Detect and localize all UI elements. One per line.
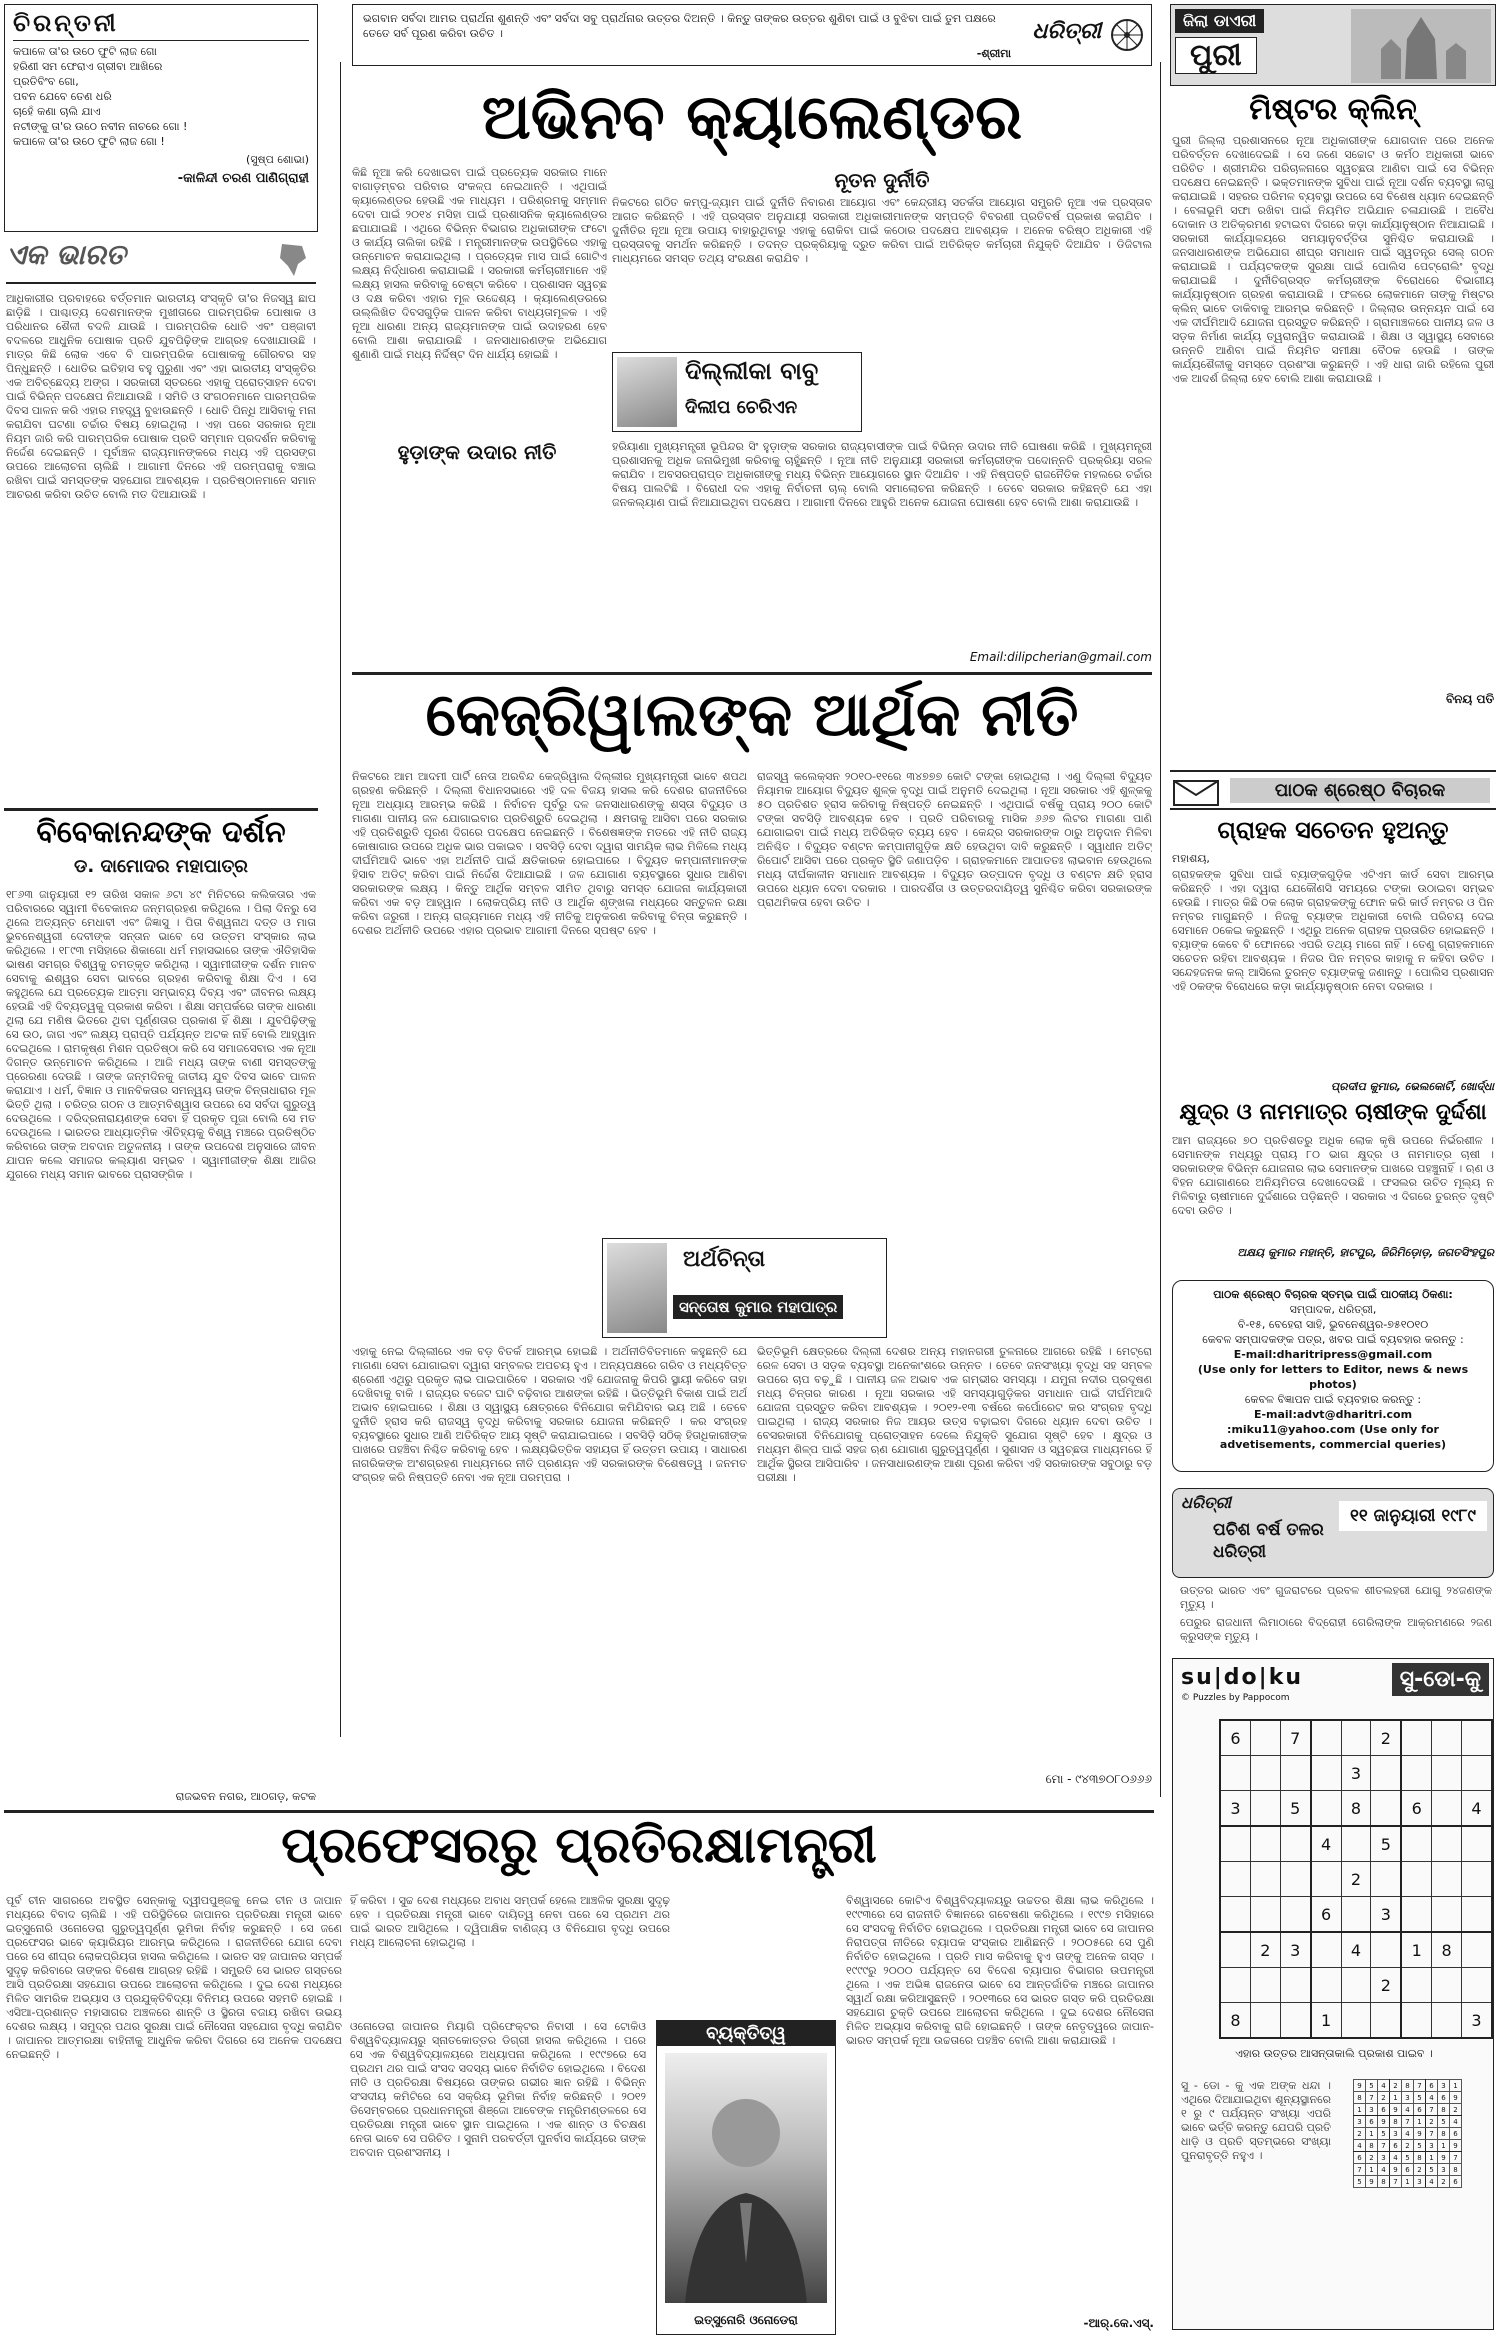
arthachinta-box — [602, 1238, 887, 1338]
sudoku-cell[interactable] — [1341, 1897, 1371, 1933]
sudoku-cell[interactable] — [1311, 1932, 1341, 1968]
sudoku-solution-cell: 3 — [1354, 2116, 1366, 2128]
sudoku-solution-cell: 6 — [1354, 2152, 1366, 2164]
dilli-babu-title: ଦିଲ୍ଲୀକା ବାବୁ — [685, 357, 819, 385]
professor-col1: ପୂର୍ବ ଚୀନ ସାଗରରେ ଅବସ୍ଥିତ ସେନ୍‌କାକୁ ଦ୍ୱୀପପୁଞ୍ଜକୁ ନେଇ ଚୀନ ଓ ଜାପାନ ମଧ୍ୟରେ ବିବାଦ ଚାଲିଛି । ଏହି ପରିସ୍ଥିତିରେ ଜାପାନର ପ୍ରତିରକ୍ଷା ମନ୍ତ୍ରୀ ଭାବେ ଇତ୍‌ସୁନୋରି ଓନୋଡେରା ଗୁରୁତ୍ୱପୂର୍ଣ୍ଣ ଭୂମିକା ନିର୍ବାହ କରୁଛନ୍ତି । ସେ ଜଣେ ପ୍ରଫେସର ଭାବେ କ୍ୟାରିୟର ଆରମ୍ଭ କରିଥିଲେ । ରାଜନୀତିରେ ଯୋଗ ଦେବା ପରେ ସେ ଶୀଘ୍ର ଲୋକପ୍ରିୟତା ହାସଲ କରିଥିଲେ । ଭାରତ ସହ ଜାପାନର ସମ୍ପର୍କ ସୁଦୃଢ଼ କରିବାରେ ତାଙ୍କର ବିଶେଷ ଆଗ୍ରହ ରହିଛି । ସମ୍ପ୍ରତି ସେ ଭାରତ ଗସ୍ତରେ ଆସି ପ୍ରତିରକ୍ଷା ସହଯୋଗ ଉପରେ ଆଲୋଚନା କରିଥିଲେ । ଦୁଇ ଦେଶ ମଧ୍ୟରେ ମିଳିତ ସାମରିକ ଅଭ୍ୟାସ ଓ ପ୍ରଯୁକ୍ତିବିଦ୍ୟା ବିନିମୟ ଉପରେ ସହମତି ହୋଇଛି । ଏସିଆ-ପ୍ରଶାନ୍ତ ମହାସାଗର ଅଞ୍ଚଳରେ ଶାନ୍ତି ଓ ସ୍ଥିରତା ବଜାୟ ରଖିବା ଉଭୟ ଦେଶର ଲକ୍ଷ୍ୟ । ସମୁଦ୍ର ପଥର ସୁରକ୍ଷା ପାଇଁ ନୌସେନା ସହଯୋଗ ବୃଦ୍ଧି କରାଯିବ । ଜାପାନର ଆତ୍ମରକ୍ଷା ବାହିନୀକୁ ଆଧୁନିକ କରିବା ଦିଗରେ ସେ ଅନେକ ପଦକ୍ଷେପ ନେଇଛନ୍ତି । — [6, 1894, 342, 2061]
sudoku-solution-cell: 3 — [1438, 2080, 1450, 2092]
sudoku-cell[interactable] — [1462, 1826, 1493, 1862]
sudoku-cell[interactable] — [1311, 1791, 1341, 1827]
sudoku-cell[interactable] — [1280, 1826, 1310, 1862]
sudoku-cell[interactable] — [1220, 1932, 1250, 1968]
address-line4: କେବଳ ବିଜ୍ଞାପନ ପାଇଁ ବ୍ୟବହାର କରନ୍ତୁ : — [1244, 1393, 1422, 1406]
sudoku-solution-cell: 6 — [1450, 2128, 1462, 2140]
sudoku-cell[interactable]: 6 — [1401, 1791, 1431, 1827]
sudoku-cell[interactable]: 3 — [1341, 1756, 1371, 1791]
sudoku-cell[interactable] — [1341, 2003, 1371, 2039]
sudoku-solution-cell: 1 — [1366, 2164, 1378, 2176]
advt-email[interactable]: E-mail:advt@dharitri.com — [1253, 1408, 1413, 1421]
sudoku-solution-cell: 9 — [1366, 2176, 1378, 2188]
kejriwal-col4: ଭିତ୍ତିଭୂମି କ୍ଷେତ୍ରରେ ଦିଲ୍ଲୀ ଦେଶର ଅନ୍ୟ ମହାନଗରୀ ତୁଳନାରେ ଆଗରେ ରହିଛି । ମେଟ୍ରୋ ରେଳ ସେବା ଓ ସଡ଼କ ବ୍ୟବସ୍ଥା ଅନେକାଂଶରେ ଉନ୍ନତ । ତେବେ ଜନସଂଖ୍ୟା ବୃଦ୍ଧି ସହ ସମ୍ବଳ ଉପରେ ଚାପ ବଢ଼ୁଛି । ପାନୀୟ ଜଳ ଅଭାବ ଏକ ଗମ୍ଭୀର ସମସ୍ୟା । ଯମୁନା ନଦୀର ପ୍ରଦୂଷଣ ମଧ୍ୟ ଚିନ୍ତାର କାରଣ । ନୂଆ ସରକାର ଏହି ସମସ୍ୟାଗୁଡ଼ିକର ସମାଧାନ ପାଇଁ ଦୀର୍ଘମିଆଦି ଯୋଜନା ପ୍ରସ୍ତୁତ କରିବା ଆବଶ୍ୟକ । ୨୦୧୨-୧୩ ବର୍ଷରେ କର୍ପୋରେଟ କର ସଂଗ୍ରହ ବୃଦ୍ଧି ପାଇଥିଲା । ରାଜ୍ୟ ସରକାର ନିଜ ଆୟର ଉତ୍ସ ବଢ଼ାଇବା ଦିଗରେ ଧ୍ୟାନ ଦେବା ଉଚିତ । ବେସରକାରୀ ବିନିଯୋଗକୁ ପ୍ରୋତ୍ସାହନ ଦେଲେ ନିଯୁକ୍ତି ସୁଯୋଗ ସୃଷ୍ଟି ହେବ । କ୍ଷୁଦ୍ର ଓ ମଧ୍ୟମ ଶିଳ୍ପ ପାଇଁ ସହଜ ଋଣ ଯୋଗାଣ ଗୁରୁତ୍ୱପୂର୍ଣ୍ଣ । ସୁଶାସନ ଓ ସ୍ୱଚ୍ଛତା ମାଧ୍ୟମରେ ହିଁ ଆର୍ଥିକ ସ୍ଥିରତା ଆସିପାରିବ । ଜନସାଧାରଣଙ୍କ ଆଶା ପୂରଣ କରିବା ଏହି ସରକାରଙ୍କ ସବୁଠାରୁ ବଡ଼ ପରୀକ୍ଷା । — [757, 1345, 1152, 1484]
sudoku-solution-cell: 8 — [1450, 2164, 1462, 2176]
sudoku-solution-cell: 2 — [1402, 2140, 1414, 2152]
sudoku-cell[interactable] — [1432, 1897, 1462, 1933]
kejriwal-col3: ଏହାକୁ ନେଇ ଦିଲ୍ଲୀରେ ଏକ ବଡ଼ ବିତର୍କ ଆରମ୍ଭ ହୋଇଛି । ଅର୍ଥନୀତିବିତମାନେ କହୁଛନ୍ତି ଯେ ମାଗଣା ସେବା ଯୋଗାଇବା ଦ୍ୱାରା ସମ୍ବଳର ଅପଚୟ ହୁଏ । ଅନ୍ୟପକ୍ଷରେ ଗରିବ ଓ ମଧ୍ୟବିତ୍ତ ଶ୍ରେଣୀ ଏଥିରୁ ପ୍ରକୃତ ଲାଭ ପାଇପାରିବେ । ସରକାର ଏହି ଯୋଜନାକୁ କିପରି ସ୍ଥାୟୀ କରିବେ ତାହା ଦେଖିବାକୁ ବାକି । ରାଜ୍ୟର ବଜେଟ ଘାଟି ବଢ଼ିବାର ଆଶଙ୍କା ରହିଛି । ଭିତ୍ତିଭୂମି ବିକାଶ ପାଇଁ ଅର୍ଥ ଅଭାବ ହୋଇପାରେ । ଶିକ୍ଷା ଓ ସ୍ୱାସ୍ଥ୍ୟ କ୍ଷେତ୍ରରେ ବିନିଯୋଗ କମିଯିବାର ଭୟ ଅଛି । ତେବେ ଦୁର୍ନୀତି ହ୍ରାସ କରି ରାଜସ୍ୱ ବୃଦ୍ଧି କରିବାକୁ ସରକାର ଯୋଜନା କରିଛନ୍ତି । କର ସଂଗ୍ରହ ବ୍ୟବସ୍ଥାରେ ସୁଧାର ଆଣି ଅତିରିକ୍ତ ଆୟ ସୃଷ୍ଟି କରାଯାଇପାରେ । ସବସିଡ଼ି ସଠିକ୍‌ ହିତାଧିକାରୀଙ୍କ ପାଖରେ ପହଞ୍ଚିବା ନିଶ୍ଚିତ କରିବାକୁ ହେବ । ଲକ୍ଷ୍ୟଭିତ୍ତିକ ସହାୟତା ହିଁ ଉତ୍ତମ ଉପାୟ । ସାଧାରଣ ନାଗରିକଙ୍କ ଅଂଶଗ୍ରହଣ ମାଧ୍ୟମରେ ନୀତି ପ୍ରଣୟନ ଏହି ସରକାରଙ୍କ ବିଶେଷତ୍ୱ । ଜନମତ ସଂଗ୍ରହ କରି ନିଷ୍ପତ୍ତି ନେବା ଏକ ନୂଆ ପରମ୍ପରା । — [352, 1345, 747, 1484]
pachis-barsha-box — [1172, 1488, 1494, 1578]
sudoku-solution-cell: 7 — [1426, 2128, 1438, 2140]
sudoku-cell[interactable] — [1462, 1720, 1493, 1756]
sudoku-solution-cell: 5 — [1402, 2152, 1414, 2164]
ekabharat-body: ଆଧିକାରୀର ପ୍ରବାହରେ ବର୍ତ୍ତମାନ ଭାରତୀୟ ସଂସ୍କୃତି ତା'ର ନିଜସ୍ୱ ଛାପ ଛାଡ଼ିଛି । ପାଶ୍ଚାତ୍ୟ ଦେଶମାନଙ୍କ ମୁଖୀତାରେ ପାରମ୍ପରିକ ପୋଷାକ ଓ ପରିଧାନର ଶୈଳୀ ବଦଳି ଯାଉଛି । ପାରମ୍ପରିକ ଧୋତି ଏବଂ ପଞ୍ଜାବୀ ବଦଳରେ ଆଧୁନିକ ପୋଷାକ ପ୍ରତି ଯୁବପିଢ଼ିଙ୍କ ଆଗ୍ରହ ଦେଖାଯାଉଛି । ମାତ୍ର କିଛି ଲୋକ ଏବେ ବି ପାରମ୍ପରିକ ପୋଷାକକୁ ଗୌରବର ସହ ପିନ୍ଧୁଛନ୍ତି । ଧୋତିର ଇତିହାସ ବହୁ ପୁରୁଣା ଏବଂ ଏହା ଭାରତୀୟ ସଂସ୍କୃତିର ଏକ ଅବିଚ୍ଛେଦ୍ୟ ଅଙ୍ଗ । ସରକାରୀ ସ୍ତରରେ ଏହାକୁ ପ୍ରୋତ୍ସାହନ ଦେବା ପାଇଁ ବିଭିନ୍ନ ପଦକ୍ଷେପ ନିଆଯାଉଛି । ସମିତି ଓ ସଂଗଠନମାନେ ପାରମ୍ପରିକ ଦିବସ ପାଳନ କରି ଏହାର ମହତ୍ତ୍ୱ ବୁଝାଉଛନ୍ତି । ଧୋତି ପିନ୍ଧି ଆସିବାକୁ ମନା କରାଯିବା ଘଟଣା ଚର୍ଚ୍ଚାର ବିଷୟ ହୋଇଥିଲା । ଏହା ପରେ ସରକାର ନୂଆ ନିୟମ ଜାରି କରି ପାରମ୍ପରିକ ପୋଷାକ ପ୍ରତି ସମ୍ମାନ ପ୍ରଦର୍ଶନ କରିବାକୁ ନିର୍ଦ୍ଦେଶ ଦେଇଛନ୍ତି । ପୂର୍ବାଞ୍ଚଳ ରାଜ୍ୟମାନଙ୍କରେ ମଧ୍ୟ ଏହି ପ୍ରସଙ୍ଗ ଉପରେ ଆଲୋଚନା ଚାଲିଛି । ଆଗାମୀ ଦିନରେ ଏହି ପରମ୍ପରାକୁ ବଞ୍ଚାଇ ରଖିବା ପାଇଁ ସମସ୍ତଙ୍କ ସହଯୋଗ ଆବଶ୍ୟକ । ପ୍ରତିଷ୍ଠାନମାନେ ସମାନ ଆଚରଣ କରିବା ଉଚିତ ବୋଲି ମତ ଦିଆଯାଉଛି । — [6, 292, 316, 501]
arthachinta-author: ସନ୍ତୋଷ କୁମାର ମହାପାତ୍ର — [673, 1295, 843, 1319]
sudoku-cell[interactable] — [1250, 1791, 1280, 1827]
onodera-photo — [665, 2053, 827, 2303]
sudoku-solution-cell: 2 — [1414, 2164, 1426, 2176]
vivekananda-address: ରାଜଭବନ ନଗର, ଆଠଗଡ଼, କଟକ — [175, 1790, 316, 1803]
sudoku-cell[interactable] — [1432, 1968, 1462, 2003]
sudoku-cell[interactable] — [1401, 2003, 1431, 2039]
sudoku-solution-cell: 9 — [1450, 2092, 1462, 2104]
sudoku-solution-cell: 3 — [1378, 2152, 1390, 2164]
sudoku-cell[interactable] — [1462, 1862, 1493, 1897]
sudoku-solution-cell: 1 — [1426, 2152, 1438, 2164]
sudoku-cell[interactable] — [1462, 1932, 1493, 1968]
abhinab-headline: ଅଭିନବ କ୍ୟାଲେଣ୍ଡର — [481, 80, 1023, 153]
professor-col2: ହିଁ କରିବା । ସୁଚ୍ଚ ଦେଶ ମଧ୍ୟରେ ଅବାଧ ସମ୍ପର୍କ ହେଲେ ଆଞ୍ଚଳିକ ସୁରକ୍ଷା ସୁଦୃଢ଼ ହେବ । ପ୍ରତିରକ୍ଷା ମନ୍ତ୍ରୀ ଭାବେ ଦାୟିତ୍ୱ ନେବା ପରେ ସେ ପ୍ରଥମ ଥର ପାଇଁ ଭାରତ ଆସିଥିଲେ । ଦ୍ୱିପାକ୍ଷିକ ବାଣିଜ୍ୟ ଓ ବିନିଯୋଗ ବୃଦ୍ଧି ଉପରେ ମଧ୍ୟ ଆଲୋଚନା ହୋଇଥିଲା । — [350, 1894, 670, 1949]
address-heading: ପାଠକ ଶ୍ରେଷ୍ଠ ବିଚାରକ ସ୍ତମ୍ଭ ପାଇଁ ପାଠକୀୟ ଠିକଣା: — [1213, 1288, 1453, 1301]
reader-banner-text: ପାଠକ ଶ୍ରେଷ୍ଠ ବିଚାରକ — [1230, 778, 1490, 803]
sudoku-cell[interactable] — [1280, 2003, 1310, 2039]
sudoku-solution-cell: 1 — [1390, 2092, 1402, 2104]
sudoku-cell[interactable] — [1401, 1826, 1431, 1862]
reader-banner — [1170, 770, 1496, 810]
sudoku-solution-cell: 6 — [1366, 2116, 1378, 2128]
sudoku-solution-cell: 8 — [1414, 2152, 1426, 2164]
quote-text: ଭଗବାନ ସର୍ବଦା ଆମର ପ୍ରାର୍ଥନା ଶୁଣନ୍ତି ଏବଂ ସର୍ବଦା ସବୁ ପ୍ରାର୍ଥନାର ଉତ୍ତର ଦିଅନ୍ତି । କିନ୍ତୁ ତାଙ୍କର ଉତ୍ତର ଶୁଣିବା ପାଇଁ ଓ ବୁଝିବା ପାଇଁ ତୁମ ପକ୍ଷରେ ତେତେ ସର୍ବ ପୂରଣ କରିବା ଉଚିତ । — [363, 12, 996, 40]
sudoku-cell[interactable] — [1432, 1720, 1462, 1756]
sudoku-solution-cell: 4 — [1390, 2152, 1402, 2164]
sudoku-cell[interactable] — [1462, 1968, 1493, 2003]
sudoku-cell[interactable] — [1220, 1897, 1250, 1933]
ekabharat-logo — [6, 238, 316, 284]
sudoku-cell[interactable]: 4 — [1462, 1791, 1493, 1827]
professor-headline: ପ୍ରଫେସରରୁ ପ୍ରତିରକ୍ଷାମନ୍ତ୍ରୀ — [281, 1816, 877, 1874]
sudoku-solution-cell: 2 — [1366, 2152, 1378, 2164]
sudoku-cell[interactable] — [1280, 1756, 1310, 1791]
sudoku-solution-cell: 6 — [1438, 2092, 1450, 2104]
sudoku-solution-cell: 5 — [1426, 2164, 1438, 2176]
sudoku-solution-cell: 7 — [1414, 2080, 1426, 2092]
sudoku-cell[interactable] — [1220, 1826, 1250, 1862]
sudoku-cell[interactable]: 1 — [1311, 2003, 1341, 2039]
sudoku-solution-cell: 7 — [1354, 2164, 1366, 2176]
sudoku-cell[interactable] — [1371, 1862, 1401, 1897]
chirantani-source: (ସୁଷ୍ପ ଶୋଭା) — [246, 153, 309, 166]
sudoku-cell[interactable] — [1280, 1897, 1310, 1933]
sudoku-solution-cell: 8 — [1438, 2104, 1450, 2116]
kejriwal-headline: କେଜ୍‌ରିୱାଲଙ୍କ ଆର୍ଥିକ ନୀତି — [425, 680, 1079, 750]
sudoku-solution-cell: 1 — [1438, 2140, 1450, 2152]
abhinab-col3: ହରିୟାଣା ମୁଖ୍ୟମନ୍ତ୍ରୀ ଭୂପିନ୍ଦର ସିଂ ହୁଡ଼ାଙ୍କ ସରକାର ରାଜ୍ୟବାସୀଙ୍କ ପାଇଁ ବିଭିନ୍ନ ଉଦାର ନୀତି ଘୋଷଣା କରିଛି । ମୁଖ୍ୟମନ୍ତ୍ରୀ ପ୍ରଶାସନକୁ ଅଧିକ ଜନାଭିମୁଖୀ କରିବାକୁ ଚାହୁଁଛନ୍ତି । ନୂଆ ନୀତି ଅନୁଯାୟୀ ସରକାରୀ କର୍ମଚାରୀଙ୍କ ପଦୋନ୍ନତି ପ୍ରକ୍ରିୟା ସରଳ କରାଯିବ । ଅବସରପ୍ରାପ୍ତ ଅଧିକାରୀଙ୍କୁ ମଧ୍ୟ ବିଭିନ୍ନ ଆୟୋଗରେ ସ୍ଥାନ ଦିଆଯିବ । ଏହି ନିଷ୍ପତ୍ତି ରାଜନୈତିକ ମହଲରେ ଚର୍ଚ୍ଚାର ବିଷୟ ପାଲଟିଛି । ବିରୋଧୀ ଦଳ ଏହାକୁ ନିର୍ବାଚନୀ ଚାଲ୍‌ ବୋଲି ସମାଲୋଚନା କରିଛନ୍ତି । ତେବେ ସରକାର କହିଛନ୍ତି ଯେ ଏହା ଜନକଲ୍ୟାଣ ପାଇଁ ନିଆଯାଇଥିବା ପଦକ୍ଷେପ । ଆଗାମୀ ଦିନରେ ଆହୁରି ଅନେକ ଯୋଜନା ଘୋଷଣା ହେବ ବୋଲି ଆଶା କରାଯାଉଛି । — [612, 440, 1152, 509]
sudoku-solution-cell: 4 — [1378, 2080, 1390, 2092]
address-line1: ସମ୍ପାଦକ, ଧରିତ୍ରୀ, — [1289, 1303, 1377, 1316]
sudoku-cell[interactable]: 8 — [1341, 1791, 1371, 1827]
sudoku-cell[interactable] — [1250, 1968, 1280, 2003]
abhinab-email: Email:dilipcherian@gmail.com — [969, 650, 1152, 664]
sudoku-cell[interactable]: 8 — [1220, 2003, 1250, 2039]
sudoku-cell[interactable] — [1401, 1968, 1431, 2003]
pachis-barsha-logo: ଧରିତ୍ରୀ — [1181, 1493, 1231, 1512]
columnist-photo — [617, 357, 677, 427]
sudoku-cell[interactable]: 6 — [1220, 1720, 1250, 1756]
vivekananda-headline: ବିବେକାନନ୍ଦଙ୍କ ଦର୍ଶନ — [4, 808, 318, 850]
letter1-salutation: ମହାଶୟ, — [1172, 852, 1210, 865]
sudoku-cell[interactable] — [1432, 2003, 1462, 2039]
sudoku-solution-cell: 3 — [1438, 2164, 1450, 2176]
sudoku-solution-cell: 5 — [1438, 2116, 1450, 2128]
sudoku-solution-cell: 4 — [1402, 2128, 1414, 2140]
abhinab-subhead1: ନୂତନ ଦୁର୍ନୀତି — [834, 168, 930, 192]
sudoku-solution-cell: 7 — [1378, 2140, 1390, 2152]
sudoku-cell[interactable] — [1462, 1756, 1493, 1791]
sudoku-solution-cell: 3 — [1402, 2092, 1414, 2104]
sudoku-cell[interactable] — [1401, 1897, 1431, 1933]
sudoku-box — [1172, 1658, 1494, 2330]
sudoku-solution-cell: 3 — [1426, 2140, 1438, 2152]
sudoku-cell[interactable]: 8 — [1432, 1932, 1462, 1968]
pachis-barsha-date: ୧୧ ଜାନୁୟାରୀ ୧୯୮୯ — [1339, 1501, 1487, 1531]
sudoku-cell[interactable] — [1462, 1897, 1493, 1933]
sudoku-solution-cell: 7 — [1390, 2176, 1402, 2188]
sudoku-cell[interactable] — [1250, 1756, 1280, 1791]
editor-email[interactable]: E-mail:dharitripress@gmail.com — [1233, 1348, 1433, 1361]
sudoku-logo: su|do|ku — [1181, 1665, 1303, 1690]
chirantani-author: -କାଳିନ୍ଦୀ ଚରଣ ପାଣିଗ୍ରାହୀ — [177, 171, 309, 186]
sudoku-cell[interactable]: 3 — [1220, 1791, 1250, 1827]
sudoku-cell[interactable] — [1401, 1862, 1431, 1897]
sudoku-cell[interactable]: 2 — [1341, 1862, 1371, 1897]
sudoku-cell[interactable]: 6 — [1311, 1897, 1341, 1933]
sudoku-solution-cell: 1 — [1450, 2080, 1462, 2092]
sudoku-cell[interactable] — [1341, 1826, 1371, 1862]
sudoku-cell[interactable] — [1280, 1968, 1310, 2003]
sudoku-solution-cell: 8 — [1402, 2080, 1414, 2092]
sudoku-cell[interactable]: 3 — [1462, 2003, 1493, 2039]
professor-col3: ଓନୋଡେରା ଜାପାନର ମିୟାଗି ପ୍ରିଫେକ୍ଟର ନିବାସୀ । ସେ ଟୋକିଓ ବିଶ୍ୱବିଦ୍ୟାଳୟରୁ ସ୍ନାତକୋତ୍ତର ଡିଗ୍ରୀ ହାସଲ କରିଥିଲେ । ପରେ ସେ ଏକ ବିଶ୍ୱବିଦ୍ୟାଳୟରେ ଅଧ୍ୟାପନା କରିଥିଲେ । ୧୯୯୭ରେ ସେ ପ୍ରଥମ ଥର ପାଇଁ ସଂସଦ ସଦସ୍ୟ ଭାବେ ନିର୍ବାଚିତ ହୋଇଥିଲେ । ବିଦେଶ ନୀତି ଓ ପ୍ରତିରକ୍ଷା ବିଷୟରେ ତାଙ୍କର ଗଭୀର ଜ୍ଞାନ ରହିଛି । ବିଭିନ୍ନ ସଂସଦୀୟ କମିଟିରେ ସେ ସକ୍ରିୟ ଭୂମିକା ନିର୍ବାହ କରିଛନ୍ତି । ୨୦୧୨ ଡିସେମ୍ବରରେ ପ୍ରଧାନମନ୍ତ୍ରୀ ଶିଞ୍ଜୋ ଆବେଙ୍କ ମନ୍ତ୍ରିମଣ୍ଡଳରେ ସେ ପ୍ରତିରକ୍ଷା ମନ୍ତ୍ରୀ ଭାବେ ସ୍ଥାନ ପାଇଥିଲେ । ଏକ ଶାନ୍ତ ଓ ବିଚକ୍ଷଣ ନେତା ଭାବେ ସେ ପରିଚିତ । ସୁନାମି ପରବର୍ତ୍ତୀ ପୁନର୍ବାସ କାର୍ଯ୍ୟରେ ତାଙ୍କ ଅବଦାନ ପ୍ରଶଂସନୀୟ । — [350, 2020, 646, 2159]
sudoku-cell[interactable] — [1220, 1968, 1250, 2003]
address-line2: ବି-୧୫, ବେହେରା ସାହି, ଭୁବନେଶ୍ୱର-୭୫୧୦୧୦ — [1237, 1318, 1429, 1331]
sudoku-solution-cell: 4 — [1354, 2140, 1366, 2152]
sudoku-solution-cell: 7 — [1402, 2116, 1414, 2128]
sudoku-cell[interactable] — [1341, 1720, 1371, 1756]
sudoku-cell[interactable]: 2 — [1371, 1968, 1401, 2003]
sudoku-solution-cell: 1 — [1366, 2128, 1378, 2140]
pachis-barsha-bullet2: ପେରୁର ରାଜଧାନୀ ଲିମାଠାରେ ବିଦ୍ରୋହୀ ଗେରିଲାଙ୍କ ଆକ୍ରମଣରେ ୨ଜଣ କ୍ରୁସଙ୍କ ମୃତ୍ୟୁ । — [1180, 1616, 1492, 1643]
sudoku-cell[interactable] — [1250, 2003, 1280, 2039]
dilli-babu-author: ଦିଲୀପ ଚେରିଏନ — [685, 397, 798, 418]
sudoku-solution-cell: 3 — [1414, 2176, 1426, 2188]
sudoku-solution-cell: 9 — [1378, 2116, 1390, 2128]
sudoku-cell[interactable]: 1 — [1401, 1932, 1431, 1968]
onodera-caption: ଇତ୍‌ସୁନୋରି ଓନୋଡେରା — [694, 2313, 798, 2327]
sudoku-solution-cell: 8 — [1366, 2140, 1378, 2152]
pachis-barsha-bullet1: ଉତ୍ତର ଭାରତ ଏବଂ ଗୁଜରାଟରେ ପ୍ରବଳ ଶୀତଲହରୀ ଯୋଗୁ ୨୪ଜଣଙ୍କ ମୃତ୍ୟୁ । — [1180, 1584, 1492, 1611]
sudoku-solution-cell: 7 — [1426, 2104, 1438, 2116]
sudoku-cell[interactable] — [1311, 1862, 1341, 1897]
sudoku-cell[interactable]: 5 — [1371, 1826, 1401, 1862]
letter2-signature: ଅକ୍ଷୟ କୁମାର ମହାନ୍ତି, ହାଟପୁର, ଜିରିମିଡ଼ୋଡ଼, ଜଗତସିଂହପୁର — [1237, 1246, 1494, 1259]
sudoku-cell[interactable] — [1311, 1756, 1341, 1791]
sudoku-solution-cell: 1 — [1402, 2176, 1414, 2188]
sudoku-cell[interactable] — [1341, 1968, 1371, 2003]
sudoku-solution-cell: 8 — [1438, 2128, 1450, 2140]
quote-author: -ଶ୍ରୀମା — [976, 47, 1011, 60]
arthachinta-title: ଅର୍ଥଚିନ୍ତା — [683, 1247, 766, 1272]
sudoku-solution-cell: 9 — [1414, 2128, 1426, 2140]
chirantani-title: ଚିରନ୍ତନୀ — [13, 9, 119, 37]
sudoku-cell[interactable] — [1220, 1862, 1250, 1897]
ekabharat-logo-text: ଏକ ଭାରତ — [6, 238, 126, 271]
sudoku-cell[interactable] — [1250, 1720, 1280, 1756]
sudoku-solution-cell: 7 — [1450, 2152, 1462, 2164]
abhinab-col2: ନିକଟରେ ଗଠିତ କମ୍ପୁ-ଜ୍ୟାମ ପାଇଁ ଦୁର୍ନୀତି ନିବାରଣ ଆୟୋଗ ଏବଂ କେନ୍ଦ୍ରୀୟ ସତର୍କତା ଆୟୋଗ ସମ୍ପ୍ରତି ନୂଆ ଏକ ପ୍ରସ୍ତାବ ଆଗତ କରିଛନ୍ତି । ଏହି ପ୍ରସ୍ତାବ ଅନୁଯାୟୀ ସରକାରୀ ଅଧିକାରୀମାନଙ୍କ ସମ୍ପତ୍ତି ବିବରଣୀ ପ୍ରତିବର୍ଷ ପ୍ରକାଶ କରାଯିବ । ଦୁର୍ନୀତିର ନୂଆ ନୂଆ ଉପାୟ ବାହାରୁଥିବାରୁ ଏହାକୁ ରୋକିବା ପାଇଁ କଠୋର ପଦକ୍ଷେପ ଆବଶ୍ୟକ । ଅନେକ ବରିଷ୍ଠ ଅଧିକାରୀ ଏହି ପ୍ରସ୍ତାବକୁ ସମର୍ଥନ କରିଛନ୍ତି । ତଦନ୍ତ ପ୍ରକ୍ରିୟାକୁ ଦ୍ରୁତ କରିବା ପାଇଁ ଅତିରିକ୍ତ କର୍ମଚାରୀ ନିଯୁକ୍ତି ଦିଆଯିବ । ଡିଜିଟାଲ ମାଧ୍ୟମରେ ସମସ୍ତ ତଥ୍ୟ ସଂରକ୍ଷଣ କରାଯିବ । — [612, 196, 1152, 265]
sudoku-answer-note: ଏହାର ଉତ୍ତର ଆସନ୍ତାକାଲି ପ୍ରକାଶ ପାଇବ । — [1235, 2047, 1433, 2060]
person-icon — [665, 2053, 827, 2303]
mister-clean-headline: ମିଷ୍ଟର କ୍ଲିନ୍ — [1249, 92, 1417, 127]
sudoku-solution-cell: 8 — [1390, 2116, 1402, 2128]
mister-clean-body: ପୁରୀ ଜିଲ୍ଲା ପ୍ରଶାସନରେ ନୂଆ ଅଧିକାରୀଙ୍କ ଯୋଗଦାନ ପରେ ଅନେକ ପରିବର୍ତ୍ତନ ଦେଖାଦେଇଛି । ସେ ଜଣେ ସଚ୍ଚୋଟ ଓ କର୍ମଠ ଅଧିକାରୀ ଭାବେ ପରିଚିତ । ଶ୍ରୀମନ୍ଦିର ପରିଚାଳନାରେ ସ୍ୱଚ୍ଛତା ଆଣିବା ପାଇଁ ସେ ବିଭିନ୍ନ ପଦକ୍ଷେପ ନେଇଛନ୍ତି । ଭକ୍ତମାନଙ୍କ ସୁବିଧା ପାଇଁ ନୂଆ ଦର୍ଶନ ବ୍ୟବସ୍ଥା ଲାଗୁ କରାଯାଇଛି । ସହରର ପରିମଳ ବ୍ୟବସ୍ଥା ଉପରେ ସେ ବିଶେଷ ଧ୍ୟାନ ଦେଇଛନ୍ତି । ବେଳାଭୂମି ସଫା ରଖିବା ପାଇଁ ନିୟମିତ ଅଭିଯାନ ଚଳାଯାଉଛି । ଅବୈଧ ଦୋକାନ ଓ ଅତିକ୍ରମଣ ହଟାଇବା ଦିଗରେ କଡ଼ା କାର୍ଯ୍ୟାନୁଷ୍ଠାନ ନିଆଯାଇଛି । ସରକାରୀ କାର୍ଯ୍ୟାଳୟରେ ସମୟାନୁବର୍ତ୍ତିତା ସୁନିଶ୍ଚିତ କରାଯାଉଛି । ଜନସାଧାରଣଙ୍କ ଅଭିଯୋଗ ଶୀଘ୍ର ସମାଧାନ ପାଇଁ ସ୍ୱତନ୍ତ୍ର ସେଲ୍‌ ଗଠନ କରାଯାଇଛି । ପର୍ଯ୍ୟଟକଙ୍କ ସୁରକ୍ଷା ପାଇଁ ପୋଲିସ ପେଟ୍ରୋଲିଂ ବୃଦ୍ଧି କରାଯାଇଛି । ଦୁର୍ନୀତିଗ୍ରସ୍ତ କର୍ମଚାରୀଙ୍କ ବିରୋଧରେ ବିଭାଗୀୟ କାର୍ଯ୍ୟାନୁଷ୍ଠାନ ଗ୍ରହଣ କରାଯାଉଛି । ଫଳରେ ଲୋକମାନେ ତାଙ୍କୁ ମିଷ୍ଟର କ୍ଲିନ୍‌ ଭାବେ ଡାକିବାକୁ ଆରମ୍ଭ କରିଛନ୍ତି । ଜିଲ୍ଲାର ଉନ୍ନୟନ ପାଇଁ ସେ ଏକ ଦୀର୍ଘମିଆଦି ଯୋଜନା ପ୍ରସ୍ତୁତ କରିଛନ୍ତି । ଗ୍ରାମାଞ୍ଚଳରେ ପାନୀୟ ଜଳ ଓ ସଡ଼କ ନିର୍ମାଣ କାର୍ଯ୍ୟ ତ୍ୱରାନ୍ୱିତ କରାଯାଉଛି । ଶିକ୍ଷା ଓ ସ୍ୱାସ୍ଥ୍ୟ ସେବାରେ ଉନ୍ନତି ଆଣିବା ପାଇଁ ନିୟମିତ ସମୀକ୍ଷା ବୈଠକ ହେଉଛି । ତାଙ୍କ କାର୍ଯ୍ୟଶୈଳୀକୁ ସମସ୍ତେ ପ୍ରଶଂସା କରୁଛନ୍ତି । ଏହି ଧାରା ଜାରି ରହିଲେ ପୁରୀ ଏକ ଆଦର୍ଶ ଜିଲ୍ଲା ହେବ ବୋଲି ଆଶା କରାଯାଉଛି । — [1172, 134, 1494, 385]
sudoku-cell[interactable] — [1311, 1968, 1341, 2003]
sudoku-solution-cell: 9 — [1450, 2140, 1462, 2152]
sudoku-solution-cell: 2 — [1438, 2176, 1450, 2188]
sudoku-solution-cell: 9 — [1354, 2080, 1366, 2092]
sudoku-instructions: ସୁ - ଡୋ - କୁ ଏକ ଅଙ୍କ ଧନ୍ଦା । ଏଥିରେ ଦିଆଯାଇଥିବା ଶୂନ୍ୟସ୍ଥାନରେ ୧ ରୁ ୯ ପର୍ଯ୍ୟନ୍ତ ସଂଖ୍ୟା ଏପରି ଭାବେ ଭର୍ତ୍ତି କରନ୍ତୁ ଯେପରି ପ୍ରତି ଧାଡ଼ି ଓ ପ୍ରତି ସ୍ତମ୍ଭରେ ସଂଖ୍ୟା ପୁନରାବୃତ୍ତି ନହୁଏ । — [1181, 2079, 1331, 2162]
sudoku-cell[interactable] — [1371, 1932, 1401, 1968]
chirantani-verse: କପାଳେ ତା'ର ଉଠେ ଫୁଟି ଲାଜ ଗୋ ହରିଣୀ ସମ ଫେରାଏ ଗ୍ରୀବା ଆଖିରେ ପ୍ରତିବିଂବ ଗୋ, ପବନ ଯେବେ ତେଣ ଧରି ଚାହେଁ କଣା ଚାଲି ଯାଏ ନଟୀଙ୍କୁ ତା'ର ଉଠେ ନବୀନ ନାଚରେ ଗୋ ! କପାଳେ ତା'ର ଉଠେ ଫୁଟି ଲାଜ ଗୋ ! — [13, 45, 188, 148]
kejriwal-col1: ନିକଟରେ ଆମ ଆଦମୀ ପାର୍ଟି ନେତା ଅରବିନ୍ଦ କେଜ୍‌ରିୱାଲ ଦିଲ୍ଲୀର ମୁଖ୍ୟମନ୍ତ୍ରୀ ଭାବେ ଶପଥ ଗ୍ରହଣ କରିଛନ୍ତି । ଦିଲ୍ଲୀ ବିଧାନସଭାରେ ଏହି ଦଳ ବିଜୟ ହାସଲ କରି ଦେଶର ରାଜନୀତିରେ ନୂଆ ଅଧ୍ୟାୟ ଆରମ୍ଭ କରିଛି । ନିର୍ବାଚନ ପୂର୍ବରୁ ଦଳ ଜନସାଧାରଣଙ୍କୁ ଶସ୍ତା ବିଦ୍ୟୁତ ଓ ମାଗଣା ପାନୀୟ ଜଳ ଯୋଗାଇବାର ପ୍ରତିଶ୍ରୁତି ଦେଇଥିଲା । କ୍ଷମତାକୁ ଆସିବା ପରେ ସରକାର ଏହି ପ୍ରତିଶ୍ରୁତି ପୂରଣ ଦିଗରେ ପଦକ୍ଷେପ ନେଇଛନ୍ତି । ବିଶେଷଜ୍ଞଙ୍କ ମତରେ ଏହି ନୀତି ରାଜ୍ୟ କୋଷାଗାର ଉପରେ ଅଧିକ ଭାର ପକାଇବ । ସବସିଡ଼ି ଦେବା ଦ୍ୱାରା ସାମୟିକ ଲାଭ ମିଳିଲେ ମଧ୍ୟ ଦୀର୍ଘମିଆଦି ଭାବେ ଏହା ଅର୍ଥନୀତି ପାଇଁ କ୍ଷତିକାରକ ହୋଇପାରେ । ବିଦ୍ୟୁତ କମ୍ପାନୀମାନଙ୍କ ହିସାବ ଅଡିଟ୍‌ କରିବା ପାଇଁ ନିର୍ଦ୍ଦେଶ ଦିଆଯାଇଛି । ଜଳ ଯୋଗାଣ ବ୍ୟବସ୍ଥାରେ ସୁଧାର ଆଣିବା ସରକାରଙ୍କ ଲକ୍ଷ୍ୟ । କିନ୍ତୁ ଆର୍ଥିକ ସମ୍ବଳ ସୀମିତ ଥିବାରୁ ସମସ୍ତ ଯୋଜନା କାର୍ଯ୍ୟକାରୀ କରିବା ଏକ ବଡ଼ ଆହ୍ୱାନ । ଲୋକପ୍ରିୟ ନୀତି ଓ ଆର୍ଥିକ ଶୃଙ୍ଖଳା ମଧ୍ୟରେ ସନ୍ତୁଳନ ରକ୍ଷା କରିବା ଜରୁରୀ । ଅନ୍ୟ ରାଜ୍ୟମାନେ ମଧ୍ୟ ଏହି ନୀତିକୁ ଅନୁକରଣ କରିବାକୁ ଚିନ୍ତା କରୁଛନ୍ତି । ଦେଶର ଅର୍ଥନୀତି ଉପରେ ଏହାର ପ୍ରଭାବ ଆଗାମୀ ଦିନରେ ସ୍ପଷ୍ଟ ହେବ । — [352, 770, 747, 937]
sudoku-cell[interactable] — [1432, 1756, 1462, 1791]
sudoku-solution-cell: 6 — [1402, 2164, 1414, 2176]
sudoku-cell[interactable] — [1371, 1791, 1401, 1827]
sudoku-solution-cell: 5 — [1366, 2080, 1378, 2092]
sudoku-solution-cell: 9 — [1438, 2152, 1450, 2164]
sudoku-solution-cell: 4 — [1450, 2116, 1462, 2128]
sudoku-title-odia: ସୁ-ଡୋ-କୁ — [1392, 1663, 1489, 1696]
abhinab-subhead2: ହୁଡ଼ାଙ୍କ ଉଦାର ନୀତି — [397, 440, 557, 464]
vivekananda-author: ଡ. ଦାମୋଦର ମହାପାତ୍ର — [74, 856, 248, 877]
zilla-diary-label: ଜିଲା ଡାଏରୀ — [1175, 9, 1264, 33]
columnist-photo-2 — [607, 1243, 667, 1333]
sudoku-cell[interactable] — [1280, 1862, 1310, 1897]
sudoku-solution-cell: 2 — [1390, 2080, 1402, 2092]
professor-signature: -ଆର୍‌.କେ.ଏସ୍‌. — [1083, 2316, 1154, 2330]
sudoku-cell[interactable] — [1311, 1720, 1341, 1756]
letter2-body: ଆମ ରାଜ୍ୟରେ ୭୦ ପ୍ରତିଶତରୁ ଅଧିକ ଲୋକ କୃଷି ଉପରେ ନିର୍ଭରଶୀଳ । ସେମାନଙ୍କ ମଧ୍ୟରୁ ପ୍ରାୟ ୮୦ ଭାଗ କ୍ଷୁଦ୍ର ଓ ନାମମାତ୍ର ଚାଷୀ । ସରକାରଙ୍କ ବିଭିନ୍ନ ଯୋଜନାର ଲାଭ ସେମାନଙ୍କ ପାଖରେ ପହଞ୍ଚୁନାହିଁ । ଋଣ ଓ ବିହନ ଯୋଗାଣରେ ଅନିୟମିତତା ଦେଖାଦେଉଛି । ଫସଲର ଉଚିତ ମୂଲ୍ୟ ନ ମିଳିବାରୁ ଚାଷୀମାନେ ଦୁର୍ଦ୍ଦଶାରେ ପଡ଼ିଛନ୍ତି । ସରକାର ଏ ଦିଗରେ ତୁରନ୍ତ ଦୃଷ୍ଟି ଦେବା ଉଚିତ । — [1172, 1134, 1494, 1217]
chirantani-box — [4, 4, 318, 232]
letter1-signature: ପ୍ରଦୀପ କୁମାର, ଭେଲକୋର୍ଟି, ଖୋର୍ଦ୍ଧା — [1330, 1080, 1494, 1093]
sudoku-solution-cell: 2 — [1378, 2092, 1390, 2104]
letter1-headline: ଗ୍ରାହକ ସଚେତନ ହୁଅନ୍ତୁ — [1217, 816, 1449, 844]
letter1-body: ଗ୍ରାହକଙ୍କ ସୁବିଧା ପାଇଁ ବ୍ୟାଙ୍କଗୁଡ଼ିକ ଏଟିଏମ କାର୍ଡ ସେବା ଆରମ୍ଭ କରିଛନ୍ତି । ଏହା ଦ୍ୱାରା ଯେକୌଣସି ସମୟରେ ଟଙ୍କା ଉଠାଇବା ସମ୍ଭବ ହେଉଛି । ମାତ୍ର କିଛି ଠକ ଲୋକ ଗ୍ରାହକଙ୍କୁ ଫୋନ କରି କାର୍ଡ ନମ୍ବର ଓ ପିନ ନମ୍ବର ମାଗୁଛନ୍ତି । ନିଜକୁ ବ୍ୟାଙ୍କ ଅଧିକାରୀ ବୋଲି ପରିଚୟ ଦେଇ ସେମାନେ ଠକେଇ କରୁଛନ୍ତି । ଏଥିରୁ ଅନେକ ଗ୍ରାହକ ପ୍ରତାରିତ ହୋଇଛନ୍ତି । ବ୍ୟାଙ୍କ କେବେ ବି ଫୋନରେ ଏପରି ତଥ୍ୟ ମାଗେ ନାହିଁ । ତେଣୁ ଗ୍ରାହକମାନେ ସଚେତନ ରହିବା ଆବଶ୍ୟକ । ନିଜର ପିନ ନମ୍ବର କାହାକୁ ନ କହିବା ଉଚିତ । ସନ୍ଦେହଜନକ କଲ୍‌ ଆସିଲେ ତୁରନ୍ତ ବ୍ୟାଙ୍କକୁ ଜଣାନ୍ତୁ । ପୋଲିସ ପ୍ରଶାସନ ଏହି ଠକଙ୍କ ବିରୋଧରେ କଡ଼ା କାର୍ଯ୍ୟାନୁଷ୍ଠାନ ନେବା ଦରକାର । — [1172, 868, 1494, 993]
sudoku-solution-cell: 1 — [1414, 2116, 1426, 2128]
sudoku-cell[interactable]: 4 — [1311, 1826, 1341, 1862]
sudoku-cell[interactable]: 4 — [1341, 1932, 1371, 1968]
letter2-headline: କ୍ଷୁଦ୍ର ଓ ନାମମାତ୍ର ଚାଷୀଙ୍କ ଦୁର୍ଦ୍ଦଶା — [1179, 1100, 1487, 1125]
dharitri-small-logo: ଧରିତ୍ରୀ — [1032, 19, 1101, 44]
sudoku-solution-cell: 8 — [1354, 2092, 1366, 2104]
sudoku-cell[interactable]: 3 — [1280, 1932, 1310, 1968]
sudoku-solution-cell: 5 — [1414, 2092, 1426, 2104]
address-box — [1172, 1280, 1494, 1472]
temple-icon — [1351, 9, 1491, 83]
quote-box — [352, 4, 1152, 66]
sudoku-cell[interactable] — [1371, 2003, 1401, 2039]
sudoku-cell[interactable]: 3 — [1371, 1897, 1401, 1933]
india-map-icon — [272, 240, 312, 280]
sudoku-solution-cell: 2 — [1426, 2116, 1438, 2128]
sudoku-cell[interactable] — [1250, 1897, 1280, 1933]
sudoku-grid[interactable] — [1219, 1719, 1493, 2039]
kejriwal-contact: ମୋ - ୯୪୩୭୦୮୦୬୬୬ — [1045, 1772, 1152, 1786]
sudoku-cell[interactable]: 2 — [1250, 1932, 1280, 1968]
sudoku-solution-cell: 5 — [1378, 2128, 1390, 2140]
sudoku-solution-grid — [1353, 2079, 1462, 2188]
chakra-icon — [1109, 17, 1145, 53]
sudoku-solution-cell: 6 — [1390, 2140, 1402, 2152]
sudoku-cell[interactable] — [1401, 1756, 1431, 1791]
sudoku-solution-cell: 6 — [1426, 2080, 1438, 2092]
sudoku-solution-cell: 7 — [1366, 2092, 1378, 2104]
byakti-box — [656, 2020, 836, 2335]
address-line3: କେବଳ ସମ୍ପାଦକଙ୍କ ପତ୍ର, ଖବର ପାଇଁ ବ୍ୟବହାର କରନ୍ତୁ : — [1202, 1333, 1464, 1346]
sudoku-solution-cell: 4 — [1426, 2176, 1438, 2188]
abhinab-col1: କିଛି ନୂଆ କରି ଦେଖାଇବା ପାଇଁ ପ୍ରତ୍ୟେକ ସରକାର ମାନେ ବାଗାଡ଼ମ୍ବର ପରିବାର ସଂକଳ୍ପ ନେଇଥାନ୍ତି । ଏଥିପାଇଁ କ୍ୟାଲେଣ୍ଡର ହେଉଛି ଏକ ମାଧ୍ୟମ । ପରିଶ୍ରମକୁ ସମ୍ମାନ ଦେବା ପାଇଁ ୨୦୧୪ ମସିହା ପାଇଁ ପ୍ରଶାସନିକ କ୍ୟାଲେଣ୍ଡର ଛପାଯାଇଛି । ଏଥିରେ ବିଭିନ୍ନ ବିଭାଗର ଅଧିକାରୀଙ୍କ ଫଟୋ ଓ କାର୍ଯ୍ୟ ତାଲିକା ରହିଛି । ମନ୍ତ୍ରୀମାନଙ୍କ ଉପସ୍ଥିତିରେ ଏହାକୁ ଉନ୍ମୋଚନ କରାଯାଇଥିଲା । ପ୍ରତ୍ୟେକ ମାସ ପାଇଁ ଗୋଟିଏ ଲକ୍ଷ୍ୟ ନିର୍ଦ୍ଧାରଣ କରାଯାଇଛି । ସରକାରୀ କର୍ମଚାରୀମାନେ ଏହି ଲକ୍ଷ୍ୟ ହାସଲ କରିବାକୁ ଚେଷ୍ଟା କରିବେ । ପ୍ରଶାସନ ସ୍ୱଚ୍ଛ ଓ ଦକ୍ଷ କରିବା ଏହାର ମୂଳ ଉଦ୍ଦେଶ୍ୟ । କ୍ୟାଲେଣ୍ଡରରେ ଉଲ୍ଲିଖିତ ଦିବସଗୁଡ଼ିକ ପାଳନ କରିବା ବାଧ୍ୟତାମୂଳକ । ଏହି ନୂଆ ଧାରଣା ଅନ୍ୟ ରାଜ୍ୟମାନଙ୍କ ପାଇଁ ଉଦାହରଣ ହେବ ବୋଲି ଆଶା କରାଯାଉଛି । ଜନସାଧାରଣଙ୍କ ଅଭିଯୋଗ ଶୁଣାଣି ପାଇଁ ମଧ୍ୟ ନିର୍ଦ୍ଦିଷ୍ଟ ଦିନ ଧାର୍ଯ୍ୟ ହୋଇଛି । — [352, 166, 607, 361]
vivekananda-body: ୧୮୬୩ ଜାନୁୟାରୀ ୧୨ ତାରିଖ ସକାଳ ୬ଟା ୪୯ ମିନିଟରେ କଲିକତାର ଏକ ପରିବାରରେ ସ୍ୱାମୀ ବିବେକାନନ୍ଦ ଜନ୍ମଗ୍ରହଣ କରିଥିଲେ । ପିଲା ଦିନରୁ ସେ ଥିଲେ ଅତ୍ୟନ୍ତ ମେଧାବୀ ଏବଂ ଜିଜ୍ଞାସୁ । ପିତା ବିଶ୍ୱନାଥ ଦତ୍ତ ଓ ମାତା ଭୁବନେଶ୍ୱରୀ ଦେବୀଙ୍କ ସନ୍ତାନ ଭାବେ ସେ ଉତ୍ତମ ସଂସ୍କାର ଲାଭ କରିଥିଲେ । ୧୮୯୩ ମସିହାରେ ଶିକାଗୋ ଧର୍ମ ମହାସଭାରେ ତାଙ୍କ ଐତିହାସିକ ଭାଷଣ ସମଗ୍ର ବିଶ୍ୱକୁ ଚମତ୍କୃତ କରିଥିଲା । ସ୍ୱାମୀଜୀଙ୍କ ଦର୍ଶନ ମାନବ ସେବାକୁ ଈଶ୍ୱର ସେବା ଭାବରେ ଗ୍ରହଣ କରିବାକୁ ଶିକ୍ଷା ଦିଏ । ସେ କହୁଥିଲେ ଯେ ପ୍ରତ୍ୟେକ ଆତ୍ମା ସମ୍ଭାବ୍ୟ ଦିବ୍ୟ ଏବଂ ଜୀବନର ଲକ୍ଷ୍ୟ ହେଉଛି ଏହି ଦିବ୍ୟତ୍ୱକୁ ପ୍ରକାଶ କରିବା । ଶିକ୍ଷା ସମ୍ପର୍କରେ ତାଙ୍କ ଧାରଣା ଥିଲା ଯେ ମଣିଷ ଭିତରେ ଥିବା ପୂର୍ଣ୍ଣତାର ପ୍ରକାଶ ହିଁ ଶିକ୍ଷା । ଯୁବପିଢ଼ିଙ୍କୁ ସେ ଉଠ, ଜାଗ ଏବଂ ଲକ୍ଷ୍ୟ ପ୍ରାପ୍ତି ପର୍ଯ୍ୟନ୍ତ ଅଟକ ନାହିଁ ବୋଲି ଆହ୍ୱାନ ଦେଇଥିଲେ । ରାମକୃଷ୍ଣ ମିଶନ ପ୍ରତିଷ୍ଠା କରି ସେ ସମାଜସେବାର ଏକ ନୂଆ ଦିଗନ୍ତ ଉନ୍ମୋଚନ କରିଥିଲେ । ଆଜି ମଧ୍ୟ ତାଙ୍କ ବାଣୀ ସମସ୍ତଙ୍କୁ ପ୍ରେରଣା ଦେଉଛି । ତାଙ୍କ ଜନ୍ମଦିନକୁ ଜାତୀୟ ଯୁବ ଦିବସ ଭାବେ ପାଳନ କରାଯାଏ । ଧର୍ମ, ବିଜ୍ଞାନ ଓ ମାନବିକତାର ସମନ୍ୱୟ ତାଙ୍କ ଚିନ୍ତାଧାରାର ମୂଳ ଭିତ୍ତି ଥିଲା । ଚରିତ୍ର ଗଠନ ଓ ଆତ୍ମବିଶ୍ୱାସ ଉପରେ ସେ ସର୍ବଦା ଗୁରୁତ୍ୱ ଦେଉଥିଲେ । ଦରିଦ୍ରନାରାୟଣଙ୍କ ସେବା ହିଁ ପ୍ରକୃତ ପୂଜା ବୋଲି ସେ ମତ ଦେଉଥିଲେ । ଭାରତର ଆଧ୍ୟାତ୍ମିକ ଐତିହ୍ୟକୁ ବିଶ୍ୱ ମଞ୍ଚରେ ପ୍ରତିଷ୍ଠିତ କରିବାରେ ତାଙ୍କ ଅବଦାନ ଅତୁଳନୀୟ । ତାଙ୍କ ଉପଦେଶ ଅନୁସାରେ ଜୀବନ ଯାପନ କଲେ ସମାଜର କଲ୍ୟାଣ ସମ୍ଭବ । ସ୍ୱାମୀଜୀଙ୍କ ଶିକ୍ଷା ଆଜିର ଯୁଗରେ ମଧ୍ୟ ସମାନ ଭାବରେ ପ୍ରାସଙ୍ଗିକ । — [6, 888, 316, 1181]
sudoku-cell[interactable]: 7 — [1280, 1720, 1310, 1756]
envelope-icon — [1172, 777, 1222, 807]
sudoku-cell[interactable] — [1250, 1862, 1280, 1897]
sudoku-solution-cell: 9 — [1390, 2164, 1402, 2176]
sudoku-cell[interactable]: 5 — [1280, 1791, 1310, 1827]
sudoku-solution-cell: 5 — [1414, 2140, 1426, 2152]
sudoku-cell[interactable] — [1432, 1791, 1462, 1827]
sudoku-cell[interactable] — [1250, 1826, 1280, 1862]
sudoku-cell[interactable] — [1371, 1756, 1401, 1791]
sudoku-solution-cell: 9 — [1390, 2104, 1402, 2116]
sudoku-cell[interactable] — [1432, 1826, 1462, 1862]
advt-email-2[interactable]: :miku11@yahoo.com (Use only for advetisements, commercial queries) — [1219, 1423, 1447, 1451]
sudoku-cell[interactable]: 2 — [1371, 1720, 1401, 1756]
sudoku-solution-cell: 2 — [1450, 2104, 1462, 2116]
professor-col4: ବିଶ୍ୱାସରେ କୋଟିଏ ବିଶ୍ୱବିଦ୍ୟାଳୟରୁ ଉଚ୍ଚତର ଶିକ୍ଷା ଲାଭ କରିଥିଲେ । ୧୯୯୩ରେ ସେ ରାଜନୀତି ବିଜ୍ଞାନରେ ଗବେଷଣା କରିଥିଲେ । ୧୯୯୭ ମସିହାରେ ସେ ସଂସଦକୁ ନିର୍ବାଚିତ ହୋଇଥିଲେ । ପ୍ରତିରକ୍ଷା ମନ୍ତ୍ରୀ ଭାବେ ସେ ଜାପାନର ନିରାପତ୍ତା ନୀତିରେ ବ୍ୟାପକ ସଂସ୍କାର ଆଣିଛନ୍ତି । ୨୦୦୫ରେ ସେ ପୁଣି ନିର୍ବାଚିତ ହୋଇଥିଲେ । ପ୍ରତି ମାସ କରିବାକୁ ହୁଏ ତାଙ୍କୁ ଅନେକ ଗସ୍ତ । ୧୯୯୯ରୁ ୨୦୦୦ ପର୍ଯ୍ୟନ୍ତ ସେ ବିଦେଶ ବ୍ୟାପାର ବିଭାଗର ଉପମନ୍ତ୍ରୀ ଥିଲେ । ଏକ ଅଭିଜ୍ଞ ରାଜନେତା ଭାବେ ସେ ଆନ୍ତର୍ଜାତିକ ମଞ୍ଚରେ ଜାପାନର ସ୍ୱାର୍ଥ ରକ୍ଷା କରିଆସୁଛନ୍ତି । ୨୦୧୩ରେ ସେ ଭାରତ ଗସ୍ତ କରି ପ୍ରତିରକ୍ଷା ସହଯୋଗ ଚୁକ୍ତି ଉପରେ ଆଲୋଚନା କରିଥିଲେ । ଦୁଇ ଦେଶର ନୌସେନା ମିଳିତ ଅଭ୍ୟାସ କରିବାକୁ ରାଜି ହୋଇଛନ୍ତି । ତାଙ୍କ ନେତୃତ୍ୱରେ ଜାପାନ-ଭାରତ ସମ୍ପର୍କ ନୂଆ ଉଚ୍ଚତାରେ ପହଞ୍ଚିବ ବୋଲି ଆଶା କରାଯାଉଛି । — [846, 1894, 1154, 2047]
sudoku-solution-cell: 4 — [1402, 2104, 1414, 2116]
sudoku-solution-cell: 8 — [1378, 2176, 1390, 2188]
kejriwal-col2: ରାଜସ୍ୱ କଲେକ୍ସନ ୨୦୧୦-୧୧ରେ ୩୪୭୭୭ କୋଟି ଟଙ୍କା ହୋଇଥିଲା । ଏଣୁ ଦିଲ୍ଲୀ ବିଦ୍ୟୁତ ନିୟାମକ ଆୟୋଗ ବିଦ୍ୟୁତ ଶୁଳ୍କ ବୃଦ୍ଧି ପାଇଁ ଅନୁମତି ଦେଇଥିଲା । ନୂଆ ସରକାର ଏହି ଶୁଳ୍କକୁ ୫୦ ପ୍ରତିଶତ ହ୍ରାସ କରିବାକୁ ନିଷ୍ପତ୍ତି ନେଇଛନ୍ତି । ଏଥିପାଇଁ ବର୍ଷକୁ ପ୍ରାୟ ୨୦୦ କୋଟି ଟଙ୍କା ସବସିଡ଼ି ଆବଶ୍ୟକ ହେବ । ପ୍ରତି ପରିବାରକୁ ମାସିକ ୬୬୭ ଲିଟର ମାଗଣା ପାଣି ଯୋଗାଇବା ପାଇଁ ମଧ୍ୟ ଅତିରିକ୍ତ ବ୍ୟୟ ହେବ । କେନ୍ଦ୍ର ସରକାରଙ୍କ ଠାରୁ ଅନୁଦାନ ମିଳିବା ଅନିଶ୍ଚିତ । ବିଦ୍ୟୁତ ବଣ୍ଟନ କମ୍ପାନୀଗୁଡ଼ିକ କ୍ଷତି ହେଉଥିବା ଦାବି କରୁଛନ୍ତି । ସ୍ୱାଧୀନ ଅଡିଟ୍‌ ରିପୋର୍ଟ ଆସିବା ପରେ ପ୍ରକୃତ ସ୍ଥିତି ଜଣାପଡ଼ିବ । ଗ୍ରାହକମାନେ ଆପାତତଃ ଲାଭବାନ ହେଉଥିଲେ ମଧ୍ୟ ଦୀର୍ଘକାଳୀନ ସମାଧାନ ଆବଶ୍ୟକ । ବିଦ୍ୟୁତ ଉତ୍ପାଦନ ବୃଦ୍ଧି ଓ ବଣ୍ଟନ କ୍ଷତି ହ୍ରାସ ଉପରେ ଧ୍ୟାନ ଦେବା ଦରକାର । ପାରଦର୍ଶିତା ଓ ଉତ୍ତରଦାୟିତ୍ୱ ସୁନିଶ୍ଚିତ କରିବା ସରକାରଙ୍କ ପ୍ରାଥମିକତା ହେବା ଉଚିତ । — [757, 770, 1152, 909]
dilli-babu-box — [612, 352, 862, 432]
sudoku-cell[interactable] — [1220, 1756, 1250, 1791]
editor-email-note: (Use only for letters to Editor, news & news photos) — [1197, 1363, 1469, 1391]
sudoku-solution-cell: 4 — [1426, 2092, 1438, 2104]
byakti-label: ବ୍ୟକ୍ତିତ୍ୱ — [657, 2021, 835, 2046]
zilla-diary-box — [1170, 4, 1496, 86]
sudoku-solution-cell: 6 — [1378, 2104, 1390, 2116]
sudoku-solution-cell: 5 — [1354, 2176, 1366, 2188]
pachis-barsha-label: ପଚିଶ ବର୍ଷ ତଳର ଧରିତ୍ରୀ — [1213, 1520, 1324, 1562]
sudoku-solution-cell: 3 — [1390, 2128, 1402, 2140]
sudoku-solution-cell: 6 — [1414, 2104, 1426, 2116]
sudoku-solution-cell: 1 — [1354, 2104, 1366, 2116]
mister-clean-signature: ବିନୟ ପତି — [1445, 692, 1494, 706]
sudoku-solution-cell: 4 — [1378, 2164, 1390, 2176]
sudoku-cell[interactable] — [1401, 1720, 1431, 1756]
sudoku-solution-cell: 2 — [1354, 2128, 1366, 2140]
sudoku-solution-cell: 3 — [1366, 2104, 1378, 2116]
sudoku-credit: © Puzzles by Pappocom — [1181, 1693, 1290, 1703]
sudoku-cell[interactable] — [1432, 1862, 1462, 1897]
sudoku-solution-cell: 6 — [1450, 2176, 1462, 2188]
zilla-diary-district: ପୁରୀ — [1175, 37, 1257, 74]
